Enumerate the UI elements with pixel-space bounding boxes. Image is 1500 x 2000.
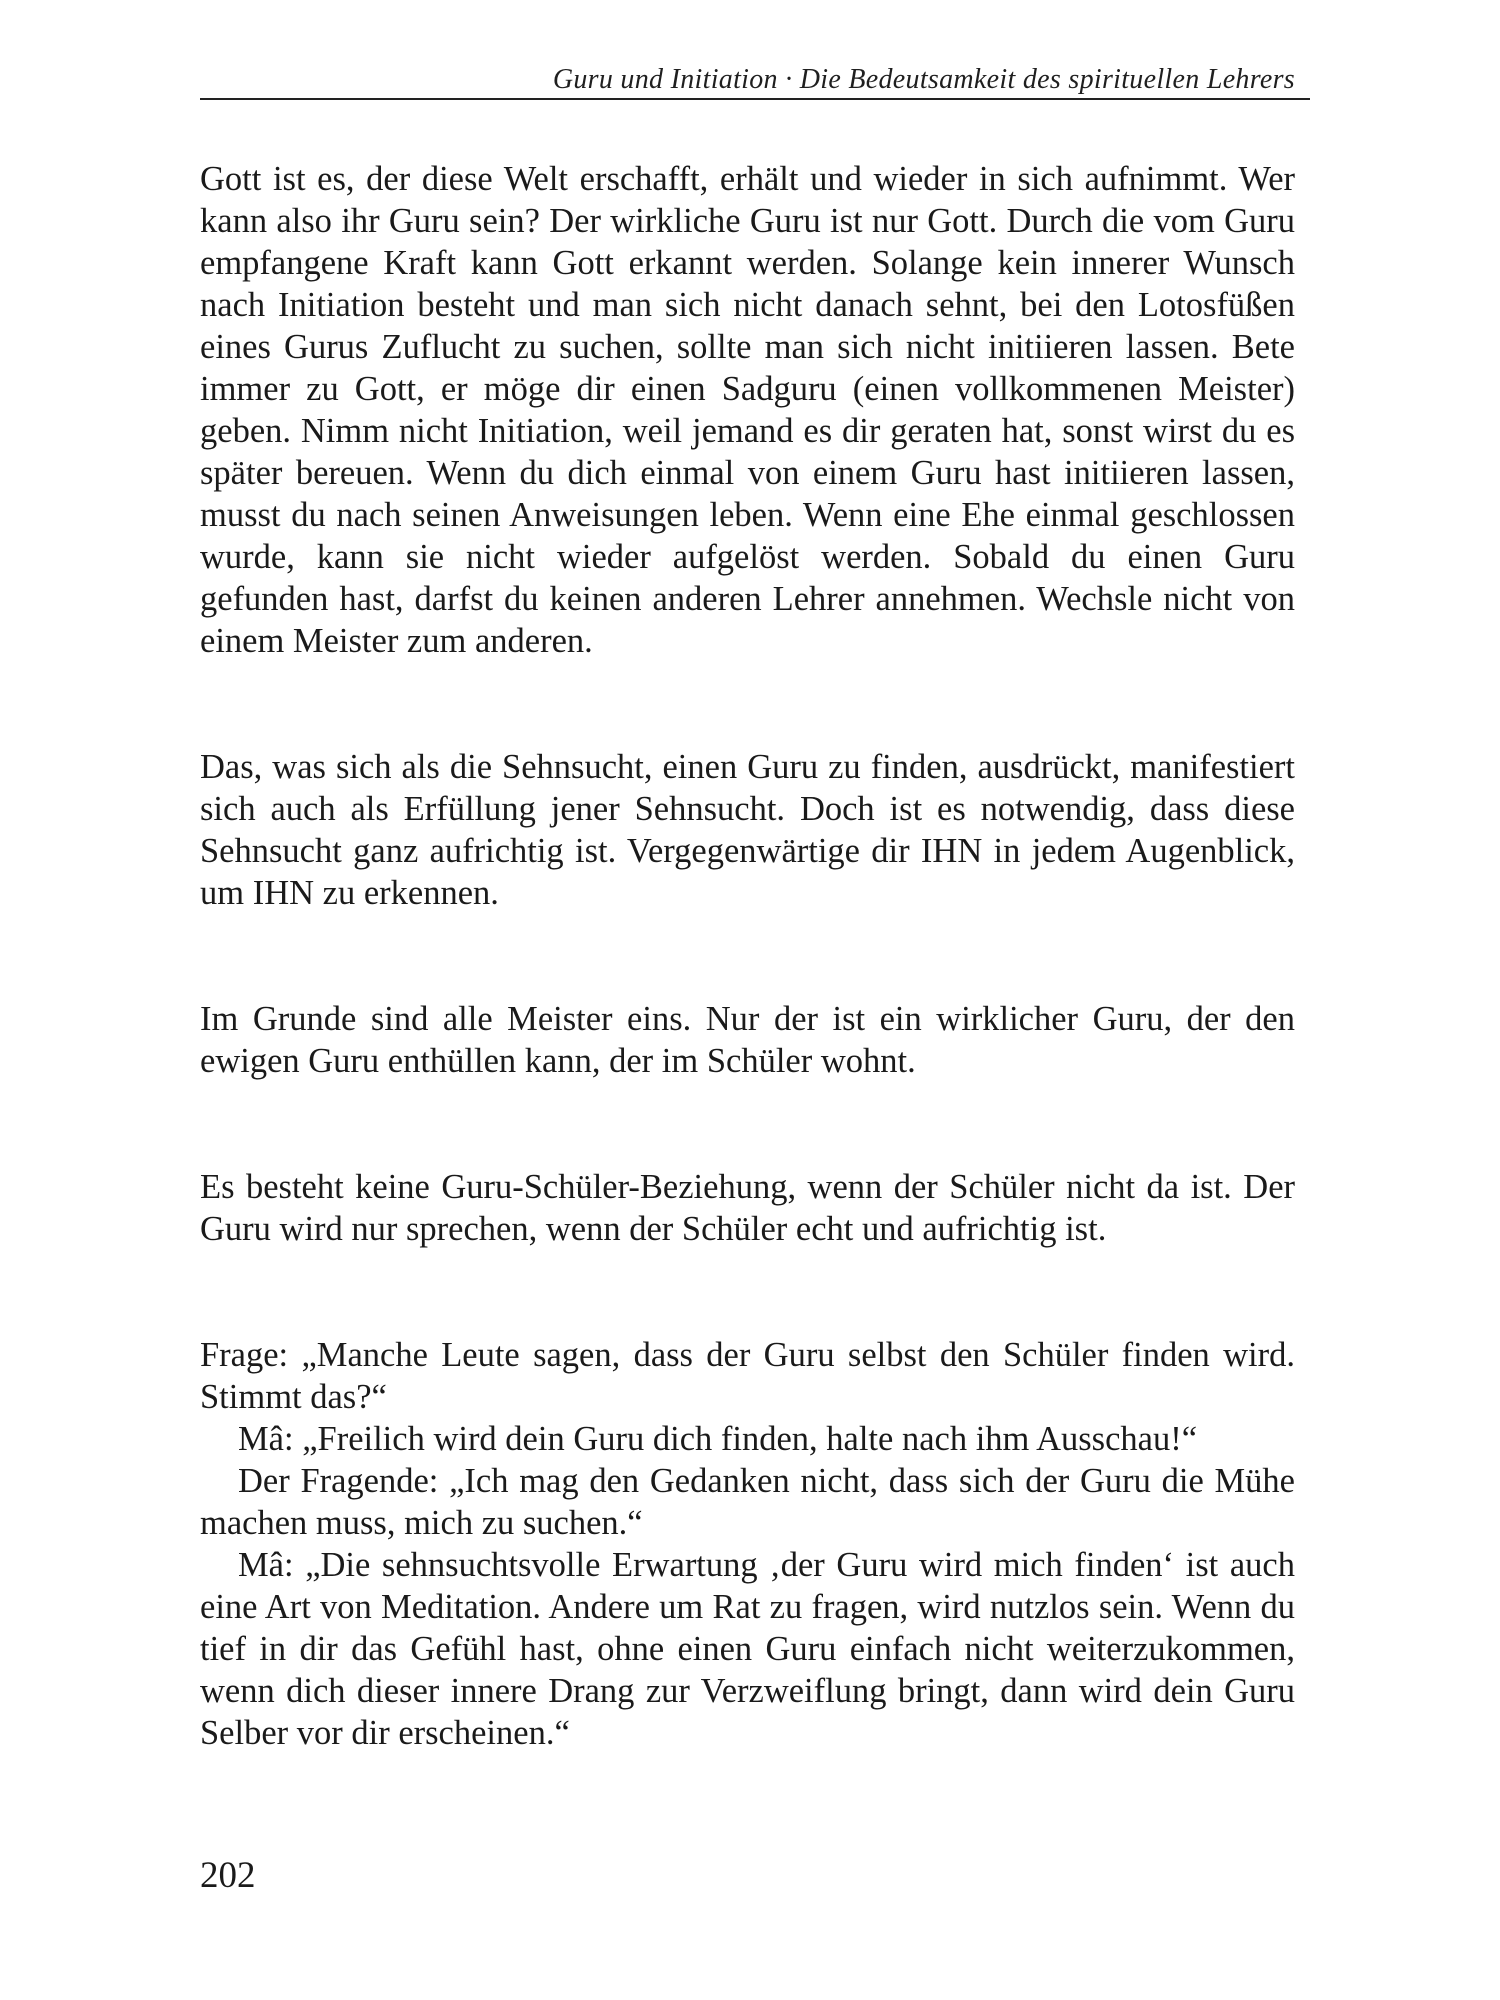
section-gap — [200, 914, 1295, 998]
section-gap — [200, 1082, 1295, 1166]
page-number: 202 — [200, 1855, 256, 1896]
dialogue-ma-answer-1: Mâ: „Freilich wird dein Guru dich finden, halte nach ihm Ausschau!“ — [238, 1420, 1198, 1458]
dialogue-questioner: Der Fragende: „Ich mag den Gedanken nicht, dass sich der Guru die Mühe machen muss, mich zu suchen.“ — [200, 1462, 1295, 1542]
paragraph-relationship: Es besteht keine Guru-Schüler-Beziehung, wenn der Schüler nicht da ist. Der Guru wird nur sprechen, wenn der Schüler echt und aufrichtig ist. — [200, 1168, 1295, 1248]
body-text — [200, 158, 1295, 1754]
paragraph-guru-is-god: Gott ist es, der diese Welt erschafft, erhält und wieder in sich aufnimmt. Wer kann also ihr Guru sein? Der wirkliche Guru ist nur Gott. Durch die vom Guru empfangene Kraft kann Gott erkannt werden. Solange kein innerer Wunsch nach Initiation besteht und man sich nicht danach sehnt, bei den Lotosfüßen eines Gurus Zuflucht zu suchen, sollte man sich nicht initiieren lassen. Bete immer zu Gott, er möge dir einen Sadguru (einen vollkommenen Meister) geben. Nimm nicht Initiation, weil jemand es dir geraten hat, sonst wirst du es später bereuen. Wenn du dich einmal von einem Guru hast initiieren lassen, musst du nach seinen Anweisungen leben. Wenn eine Ehe einmal geschlossen wurde, kann sie nicht wieder aufgelöst werden. Sobald du einen Guru gefunden hast, darfst du keinen anderen Lehrer annehmen. Wechsle nicht von einem Meister zum anderen. — [200, 160, 1295, 660]
header-rule — [200, 98, 1310, 100]
paragraph-masters-one: Im Grunde sind alle Meister eins. Nur der ist ein wirklicher Guru, der den ewigen Guru enthüllen kann, der im Schüler wohnt. — [200, 1000, 1295, 1080]
section-gap — [200, 662, 1295, 746]
paragraph-longing: Das, was sich als die Sehnsucht, einen Guru zu finden, ausdrückt, manifestiert sich auch als Erfüllung jener Sehnsucht. Doch ist es notwendig, dass diese Sehnsucht ganz aufrichtig ist. Vergegenwärtige dir IHN in jedem Augenblick, um IHN zu erkennen. — [200, 748, 1295, 912]
dialogue-question: Frage: „Manche Leute sagen, dass der Guru selbst den Schüler finden wird. Stimmt das?“ — [200, 1336, 1295, 1416]
running-header: Guru und Initiation · Die Bedeutsamkeit des spirituellen Lehrers — [552, 64, 1295, 95]
section-gap — [200, 1250, 1295, 1334]
dialogue-ma-answer-2: Mâ: „Die sehnsuchtsvolle Erwartung ‚der Guru wird mich finden‘ ist auch eine Art von Meditation. Andere um Rat zu fragen, wird nutzlos sein. Wenn du tief in dir das Gefühl hast, ohne einen Guru einfach nicht weiterzukommen, wenn dich dieser innere Drang zur Verzweiflung bringt, dann wird dein Guru Selber vor dir erscheinen.“ — [200, 1546, 1295, 1752]
